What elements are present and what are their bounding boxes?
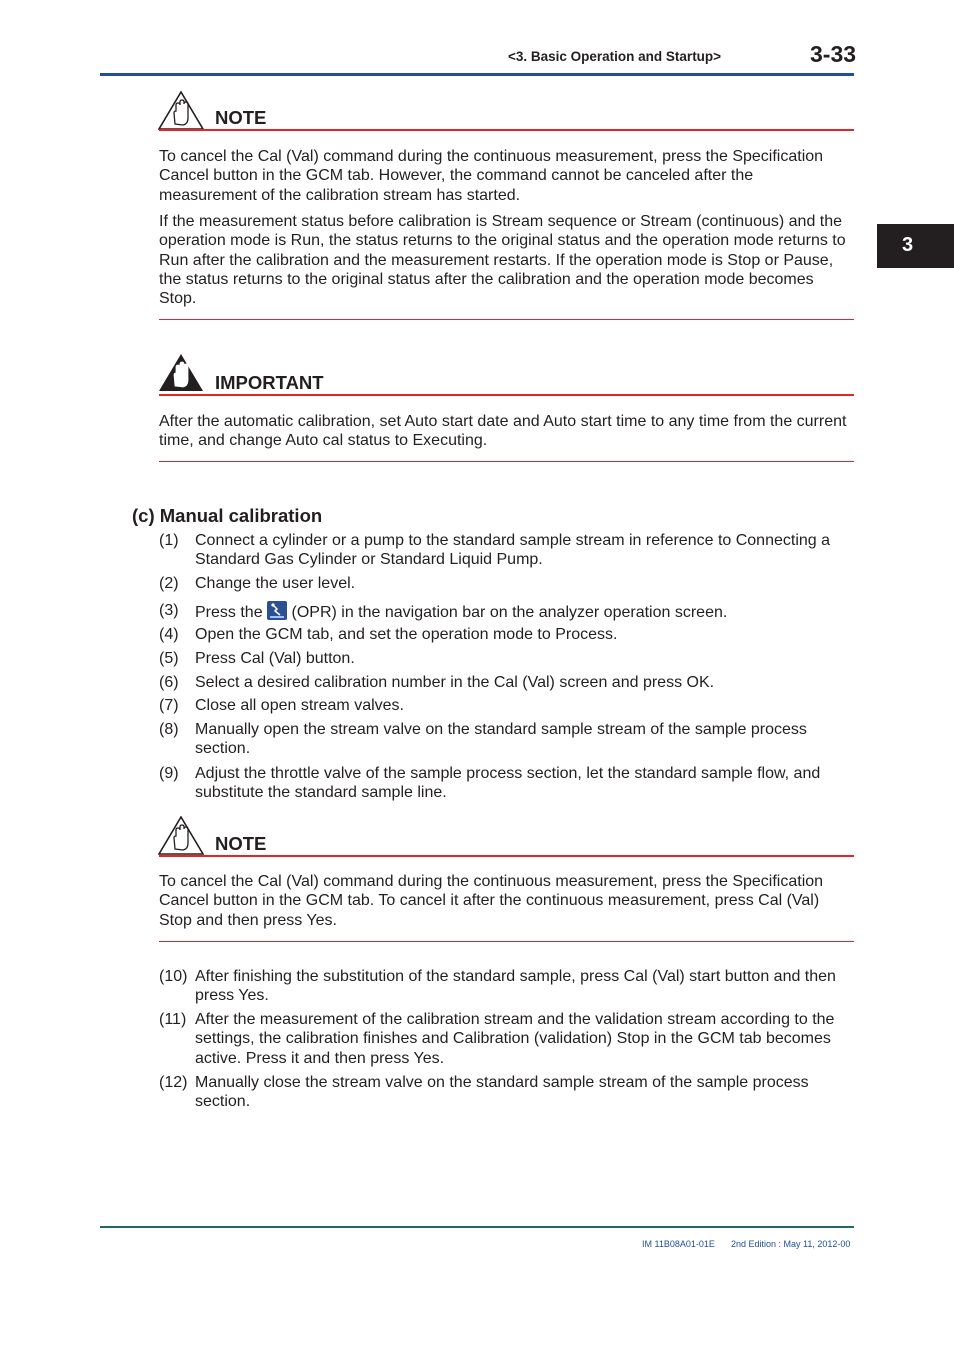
note-bottom-rule (159, 941, 854, 942)
list-item-text: Adjust the throttle valve of the sample process section, let the standard sample flow, and substitute the standard sample line. (195, 765, 821, 802)
opr-icon (267, 601, 287, 620)
list-item-number: (10) (159, 968, 188, 985)
list-item-number: (3) (159, 602, 179, 619)
section-heading: (c) Manual calibration (132, 505, 323, 526)
chapter-tab (877, 224, 954, 268)
list-item-text: Close all open stream valves. (195, 697, 404, 714)
hand-outline-icon (158, 816, 204, 856)
list-item-text: Press Cal (Val) button. (195, 650, 355, 667)
note-paragraph-1: To cancel the Cal (Val) command during the continuous measurement, press the Specification Cancel button in the GCM tab. However, the command cannot be canceled after the measurement of the calibration stream has started. (159, 148, 824, 204)
note-paragraph-2: If the measurement status before calibration is Stream sequence or Stream (continuous) and the operation mode is Run, the status returns to the original status and the operation mode returns to Run after the calibration and the measurement restarts. If the operation mode is Stop or Pause, the status returns to the original status after the calibration and the operation mode becomes Stop. (159, 213, 846, 308)
list-item-number: (2) (159, 575, 179, 592)
hand-warning-icon (158, 353, 204, 393)
list-item-number: (1) (159, 532, 179, 549)
note-top-rule (159, 855, 854, 857)
list-item-number: (7) (159, 697, 179, 714)
note-bottom-rule (159, 319, 854, 320)
running-header-section: <3. Basic Operation and Startup> (508, 49, 722, 64)
list-item-text: Connect a cylinder or a pump to the standard sample stream in reference to Connecting a Standard Gas Cylinder or Standard Liquid Pump. (195, 532, 831, 569)
list-item-number: (12) (159, 1074, 188, 1091)
list-item-text: After the measurement of the calibration stream and the validation stream according to the settings, the calibration finishes and Calibration (validation) Stop in the GCM tab becomes active. Press it and then press Yes. (195, 1011, 835, 1067)
list-item-text: Open the GCM tab, and set the operation mode to Process. (195, 626, 618, 643)
list-item-text: Select a desired calibration number in the Cal (Val) screen and press OK. (195, 674, 715, 691)
note-title: NOTE (215, 107, 267, 128)
list-item-text: Manually close the stream valve on the standard sample stream of the sample process section. (195, 1074, 809, 1111)
list-item-text: Change the user level. (195, 575, 356, 592)
footer-edition: 2nd Edition : May 11, 2012-00 (731, 1239, 851, 1249)
footer-rule (100, 1226, 854, 1228)
list-item-text-before: Press the (195, 604, 263, 621)
note-title: NOTE (215, 833, 267, 854)
important-top-rule (159, 394, 854, 396)
chapter-tab-label: 3 (902, 234, 914, 256)
list-item-number: (9) (159, 765, 179, 782)
list-item-number: (11) (159, 1011, 187, 1028)
list-item-number: (6) (159, 674, 179, 691)
important-bottom-rule (159, 461, 854, 462)
list-item-text (195, 601, 855, 622)
page-number: 3-33 (810, 41, 857, 67)
note-top-rule (159, 129, 854, 131)
list-item-number: (8) (159, 721, 179, 738)
hand-outline-icon (158, 91, 204, 131)
list-item-text-after: (OPR) in the navigation bar on the analyzer operation screen. (291, 604, 728, 621)
footer-doc-id: IM 11B08A01-01E (642, 1239, 715, 1249)
list-item-text: After finishing the substitution of the standard sample, press Cal (Val) start button and then press Yes. (195, 968, 836, 1005)
list-item-text: Manually open the stream valve on the standard sample stream of the sample process section. (195, 721, 807, 758)
important-title: IMPORTANT (215, 372, 324, 393)
header-rule (100, 73, 854, 76)
important-paragraph: After the automatic calibration, set Auto start date and Auto start time to any time from the current time, and change Auto cal status to Executing. (159, 413, 847, 450)
note-paragraph: To cancel the Cal (Val) command during the continuous measurement, press the Specification Cancel button in the GCM tab. To cancel it after the continuous measurement, press Cal (Val) Stop and then press Yes. (159, 873, 824, 929)
list-item-number: (4) (159, 626, 179, 643)
list-item-number: (5) (159, 650, 179, 667)
